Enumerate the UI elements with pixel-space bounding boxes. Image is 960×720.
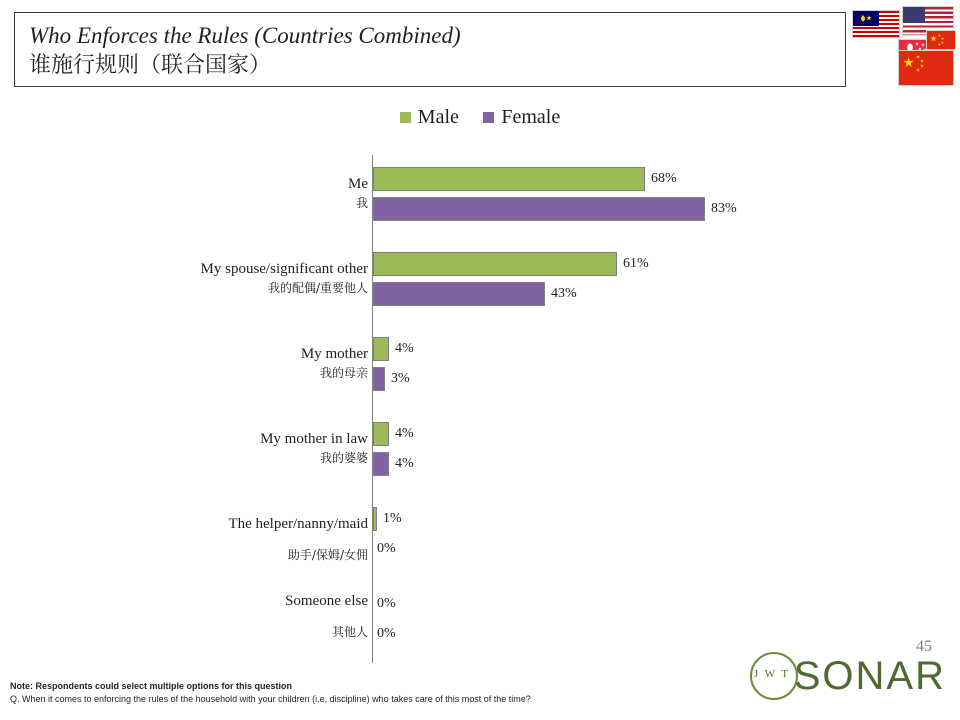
- bar-value-mother-female: 3%: [391, 371, 410, 386]
- page-number: 45: [916, 638, 932, 655]
- bar-value-mother-in-law-male: 4%: [395, 426, 414, 441]
- chart-legend: [0, 106, 960, 129]
- category-label-me: Me 我: [348, 176, 368, 210]
- bar-value-helper-male: 1%: [383, 511, 402, 526]
- category-label-spouse: My spouse/significant other 我的配偶/重要他人: [200, 261, 368, 295]
- footnote-note: Note: Respondents could select multiple options for this question: [10, 681, 293, 691]
- category-label-someone-else: Someone else 其他人: [285, 593, 368, 639]
- logo-jwt-mark: J W T: [753, 668, 791, 680]
- legend-item-female: [483, 106, 560, 129]
- bar-helper-male[interactable]: [373, 507, 377, 531]
- legend-label-male: Male: [417, 106, 459, 128]
- bar-value-spouse-male: 61%: [623, 256, 649, 271]
- category-label-helper: The helper/nanny/maid 助手/保姆/女佣: [228, 516, 368, 562]
- plot-area: [372, 155, 932, 663]
- bar-mother-male[interactable]: [373, 337, 389, 361]
- page-title-chinese: 谁施行规则（联合国家）: [29, 53, 272, 78]
- china-flag-small-icon: [926, 30, 956, 50]
- bar-spouse-male[interactable]: [373, 252, 617, 276]
- legend-swatch-male: [400, 112, 411, 123]
- bar-value-mother-male: 4%: [395, 341, 414, 356]
- china-flag-icon: [898, 50, 954, 86]
- legend-item-male: [400, 106, 459, 129]
- bar-value-me-female: 83%: [711, 201, 737, 216]
- bar-mother-female[interactable]: [373, 367, 385, 391]
- country-flags: [852, 6, 956, 94]
- category-label-mother-in-law: My mother in law 我的婆婆: [260, 431, 368, 465]
- bar-value-someone-else-female: 0%: [377, 626, 396, 641]
- jwt-sonar-logo: [736, 646, 946, 702]
- bar-chart: [0, 145, 960, 665]
- bar-value-spouse-female: 43%: [551, 286, 577, 301]
- bar-me-male[interactable]: [373, 167, 645, 191]
- bar-spouse-female[interactable]: [373, 282, 545, 306]
- bar-me-female[interactable]: [373, 197, 705, 221]
- slide-title-box: [14, 12, 846, 87]
- bar-value-someone-else-male: 0%: [377, 596, 396, 611]
- footnotes: [10, 680, 531, 706]
- bar-mother-in-law-male[interactable]: [373, 422, 389, 446]
- bar-value-helper-female: 0%: [377, 541, 396, 556]
- logo-wordmark: SONAR: [793, 654, 946, 698]
- malaysia-flag-icon: [852, 10, 900, 38]
- bar-value-me-male: 68%: [651, 171, 677, 186]
- page-title: Who Enforces the Rules (Countries Combined): [29, 23, 461, 48]
- bar-mother-in-law-female[interactable]: [373, 452, 389, 476]
- legend-swatch-female: [483, 112, 494, 123]
- legend-label-female: Female: [501, 106, 561, 128]
- footnote-question: Q. When it comes to enforcing the rules of the household with your children (i.e, discipline) who takes care of this most of the time?: [10, 694, 531, 704]
- category-label-mother: My mother 我的母亲: [300, 346, 368, 380]
- bar-value-mother-in-law-female: 4%: [395, 456, 414, 471]
